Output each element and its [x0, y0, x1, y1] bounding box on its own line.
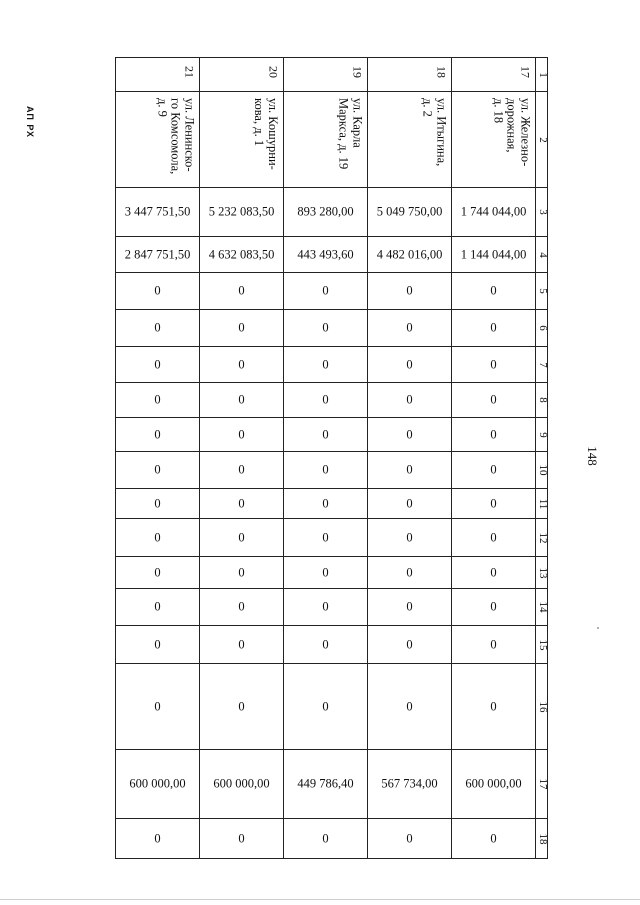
- value-text: 0: [490, 427, 497, 441]
- value-text: 0: [406, 357, 413, 371]
- row-number: 4: [536, 251, 549, 258]
- value-text: 0: [322, 699, 329, 713]
- table-cell: [284, 273, 368, 310]
- row-number-cell: [536, 418, 548, 452]
- row-number-cell: [536, 273, 548, 310]
- row-number: 12: [536, 532, 549, 543]
- table-cell: [284, 383, 368, 418]
- value-text: 0: [238, 599, 245, 614]
- value-text: 0: [490, 320, 497, 335]
- data-table: [115, 57, 547, 858]
- value-text: 0: [490, 699, 497, 713]
- column-number: 19: [350, 66, 365, 78]
- row-number: 3: [536, 209, 549, 215]
- table-row: [116, 589, 548, 626]
- table-cell: [116, 92, 200, 188]
- table-row: [116, 347, 548, 383]
- table-cell: [284, 310, 368, 347]
- value-text: 5 049 750,00: [376, 204, 443, 219]
- value-text: 0: [406, 320, 413, 335]
- table-cell: [452, 489, 536, 519]
- table-cell: [452, 819, 536, 859]
- table-cell: [200, 489, 284, 519]
- table-cell: [368, 347, 452, 383]
- table-cell: [116, 750, 200, 819]
- table-cell: [200, 664, 284, 750]
- row-number: 17: [536, 778, 549, 790]
- table-cell: [452, 188, 536, 237]
- row-number: 2: [536, 136, 549, 143]
- row-number-cell: [536, 237, 548, 273]
- value-text: 0: [322, 462, 329, 477]
- value-text: 0: [490, 565, 497, 579]
- value-text: 5 232 083,50: [208, 204, 275, 219]
- address-text: ул. Ленинско- го Комсомола, д. 9: [155, 98, 196, 175]
- table-cell: [200, 310, 284, 347]
- table-cell: [368, 819, 452, 859]
- table-cell: [368, 664, 452, 750]
- table-cell: [116, 664, 200, 750]
- table-cell: [368, 589, 452, 626]
- value-text: 0: [406, 462, 413, 477]
- table-cell: [284, 237, 368, 273]
- value-text: 600 000,00: [465, 776, 522, 791]
- value-text: 0: [238, 392, 245, 407]
- value-text: 0: [154, 530, 161, 544]
- value-text: 600 000,00: [213, 776, 270, 791]
- table-cell: [284, 489, 368, 519]
- value-text: 1 744 044,00: [460, 204, 527, 219]
- table-cell: [116, 489, 200, 519]
- row-number-cell: [536, 188, 548, 237]
- value-text: 0: [154, 565, 161, 579]
- row-number-cell: [536, 58, 548, 92]
- value-text: 2 847 751,50: [124, 247, 191, 261]
- value-text: 0: [322, 565, 329, 579]
- table-cell: [284, 418, 368, 452]
- value-text: 0: [406, 496, 413, 510]
- table-cell: [452, 750, 536, 819]
- value-text: 0: [406, 565, 413, 579]
- value-text: 0: [406, 530, 413, 544]
- table-cell: [284, 819, 368, 859]
- column-number: 21: [182, 66, 197, 78]
- row-number-cell: [536, 92, 548, 188]
- value-text: 0: [406, 637, 413, 651]
- value-text: 0: [238, 699, 245, 713]
- table-cell: [284, 58, 368, 92]
- value-text: 0: [406, 831, 413, 845]
- table-cell: [200, 347, 284, 383]
- archive-stamp: АП РХ: [25, 105, 35, 139]
- value-text: 0: [322, 530, 329, 544]
- table-cell: [116, 188, 200, 237]
- table-cell: [368, 58, 452, 92]
- value-text: 0: [406, 283, 413, 298]
- value-text: 0: [322, 637, 329, 651]
- table-cell: [116, 418, 200, 452]
- table-row: [116, 626, 548, 664]
- table-cell: [200, 418, 284, 452]
- value-text: 0: [154, 427, 161, 441]
- table-cell: [452, 589, 536, 626]
- value-text: 0: [322, 427, 329, 441]
- table-cell: [368, 237, 452, 273]
- table-row: [116, 557, 548, 589]
- table-cell: [200, 273, 284, 310]
- table-cell: [116, 557, 200, 589]
- value-text: 0: [406, 699, 413, 713]
- value-text: 0: [238, 496, 245, 510]
- row-number: 5: [536, 288, 549, 294]
- value-text: 0: [322, 357, 329, 371]
- row-number: 14: [536, 601, 549, 613]
- table-cell: [284, 557, 368, 589]
- value-text: 0: [490, 831, 497, 845]
- table-row: [116, 273, 548, 310]
- value-text: 0: [238, 831, 245, 845]
- row-number-cell: [536, 519, 548, 557]
- value-text: 0: [322, 283, 329, 298]
- table-cell: [116, 519, 200, 557]
- row-number-cell: [536, 347, 548, 383]
- address-text: ул. Итыгина, д. 2: [420, 98, 448, 167]
- value-text: 0: [238, 565, 245, 579]
- row-number-cell: [536, 664, 548, 750]
- address-text: ул. Карла Маркса, д. 19: [336, 98, 364, 170]
- table-cell: [368, 273, 452, 310]
- value-text: 0: [490, 496, 497, 510]
- row-number-cell: [536, 557, 548, 589]
- table-cell: [284, 664, 368, 750]
- table-cell: [452, 626, 536, 664]
- value-text: 449 786,40: [297, 776, 354, 791]
- table-cell: [200, 92, 284, 188]
- value-text: 0: [490, 462, 497, 477]
- value-text: 0: [490, 392, 497, 407]
- table-cell: [116, 819, 200, 859]
- table-cell: [284, 750, 368, 819]
- row-number-cell: [536, 750, 548, 819]
- table-cell: [284, 347, 368, 383]
- value-text: 443 493,60: [297, 247, 354, 261]
- column-number: 18: [434, 66, 449, 78]
- row-number: 8: [536, 397, 549, 403]
- column-number: 20: [266, 66, 281, 78]
- table-cell: [116, 310, 200, 347]
- value-text: 567 734,00: [381, 776, 438, 791]
- value-text: 0: [238, 427, 245, 441]
- table-row: [116, 188, 548, 237]
- table-cell: [116, 58, 200, 92]
- table-cell: [200, 819, 284, 859]
- value-text: 0: [154, 392, 161, 407]
- value-text: 0: [154, 831, 161, 845]
- value-text: 0: [322, 392, 329, 407]
- value-text: 0: [406, 392, 413, 407]
- value-text: 0: [154, 599, 161, 614]
- bottom-rule: [0, 899, 640, 900]
- value-text: 0: [406, 599, 413, 614]
- row-number: 18: [536, 833, 549, 844]
- table-cell: [116, 589, 200, 626]
- row-number-cell: [536, 452, 548, 489]
- address-text: ул. Кошурни- кова, д. 1: [252, 98, 280, 170]
- value-text: 0: [154, 637, 161, 651]
- value-text: 4 632 083,50: [208, 247, 275, 261]
- table-cell: [284, 452, 368, 489]
- table-cell: [200, 589, 284, 626]
- value-text: 0: [490, 283, 497, 298]
- value-text: 0: [154, 462, 161, 477]
- row-number: 11: [536, 498, 549, 509]
- table-row: [116, 819, 548, 859]
- value-text: 0: [238, 357, 245, 371]
- value-text: 0: [238, 320, 245, 335]
- row-number: 15: [536, 639, 549, 650]
- table-row: [116, 519, 548, 557]
- table-cell: [368, 489, 452, 519]
- table-cell: [116, 347, 200, 383]
- value-text: 0: [490, 357, 497, 371]
- table-cell: [452, 519, 536, 557]
- row-number: 16: [536, 701, 549, 712]
- table-cell: [368, 750, 452, 819]
- value-text: 0: [238, 462, 245, 477]
- value-text: 0: [406, 427, 413, 441]
- table-cell: [284, 92, 368, 188]
- table-cell: [368, 383, 452, 418]
- value-text: 0: [238, 530, 245, 544]
- table-cell: [368, 452, 452, 489]
- row-number: 13: [536, 567, 549, 578]
- table-row: [116, 237, 548, 273]
- value-text: 0: [322, 320, 329, 335]
- table-cell: [452, 310, 536, 347]
- value-text: 0: [154, 320, 161, 335]
- table-row: [116, 489, 548, 519]
- value-text: 1 144 044,00: [460, 247, 527, 261]
- table-cell: [284, 589, 368, 626]
- value-text: 0: [154, 496, 161, 510]
- page-number: 148: [585, 446, 600, 466]
- row-number-cell: [536, 626, 548, 664]
- table-cell: [368, 519, 452, 557]
- address-text: ул. Железно- дорожная, д. 18: [491, 98, 532, 167]
- value-text: 3 447 751,50: [124, 204, 191, 219]
- value-text: 600 000,00: [129, 776, 186, 791]
- value-text: 0: [238, 283, 245, 298]
- table-cell: [284, 519, 368, 557]
- row-number-cell: [536, 383, 548, 418]
- value-text: 0: [154, 699, 161, 713]
- value-text: 893 280,00: [297, 204, 354, 219]
- table-cell: [284, 188, 368, 237]
- row-number: 7: [536, 361, 549, 368]
- table-cell: [452, 237, 536, 273]
- row-number: 10: [536, 464, 549, 476]
- scan-speck: [597, 627, 599, 629]
- table-cell: [452, 557, 536, 589]
- table-cell: [200, 188, 284, 237]
- table-cell: [116, 273, 200, 310]
- table-cell: [116, 452, 200, 489]
- table-cell: [368, 626, 452, 664]
- value-text: 0: [322, 831, 329, 845]
- table-row: [116, 58, 548, 92]
- table-cell: [368, 92, 452, 188]
- table-cell: [452, 664, 536, 750]
- table-cell: [452, 273, 536, 310]
- table-row: [116, 750, 548, 819]
- value-text: 0: [238, 637, 245, 651]
- row-number-cell: [536, 489, 548, 519]
- value-text: 0: [154, 283, 161, 298]
- table-cell: [200, 519, 284, 557]
- row-number: 9: [536, 431, 549, 438]
- table-cell: [452, 452, 536, 489]
- table-cell: [116, 237, 200, 273]
- value-text: 0: [154, 357, 161, 371]
- table-row: [116, 418, 548, 452]
- table-cell: [200, 452, 284, 489]
- row-number-cell: [536, 310, 548, 347]
- value-text: 0: [322, 496, 329, 510]
- row-number: 1: [536, 71, 549, 78]
- table-cell: [116, 383, 200, 418]
- table-cell: [116, 626, 200, 664]
- table-cell: [452, 383, 536, 418]
- table-cell: [200, 557, 284, 589]
- column-number: 17: [518, 66, 533, 78]
- table-cell: [200, 626, 284, 664]
- table-cell: [368, 418, 452, 452]
- table-row: [116, 452, 548, 489]
- table-cell: [200, 383, 284, 418]
- value-text: 0: [490, 530, 497, 544]
- row-number-cell: [536, 819, 548, 859]
- row-number-cell: [536, 589, 548, 626]
- row-number: 6: [536, 325, 549, 331]
- table-row: [116, 664, 548, 750]
- table-row: [116, 92, 548, 188]
- table-cell: [368, 310, 452, 347]
- table-row: [116, 310, 548, 347]
- table-cell: [200, 237, 284, 273]
- table-cell: [200, 58, 284, 92]
- table-row: [116, 383, 548, 418]
- table-cell: [452, 58, 536, 92]
- table-cell: [368, 188, 452, 237]
- table-cell: [452, 418, 536, 452]
- value-text: 0: [490, 599, 497, 614]
- table-cell: [284, 626, 368, 664]
- value-text: 4 482 016,00: [376, 247, 443, 261]
- table-cell: [452, 347, 536, 383]
- table-cell: [452, 92, 536, 188]
- value-text: 0: [490, 637, 497, 651]
- value-text: 0: [322, 599, 329, 614]
- table-cell: [368, 557, 452, 589]
- table-cell: [200, 750, 284, 819]
